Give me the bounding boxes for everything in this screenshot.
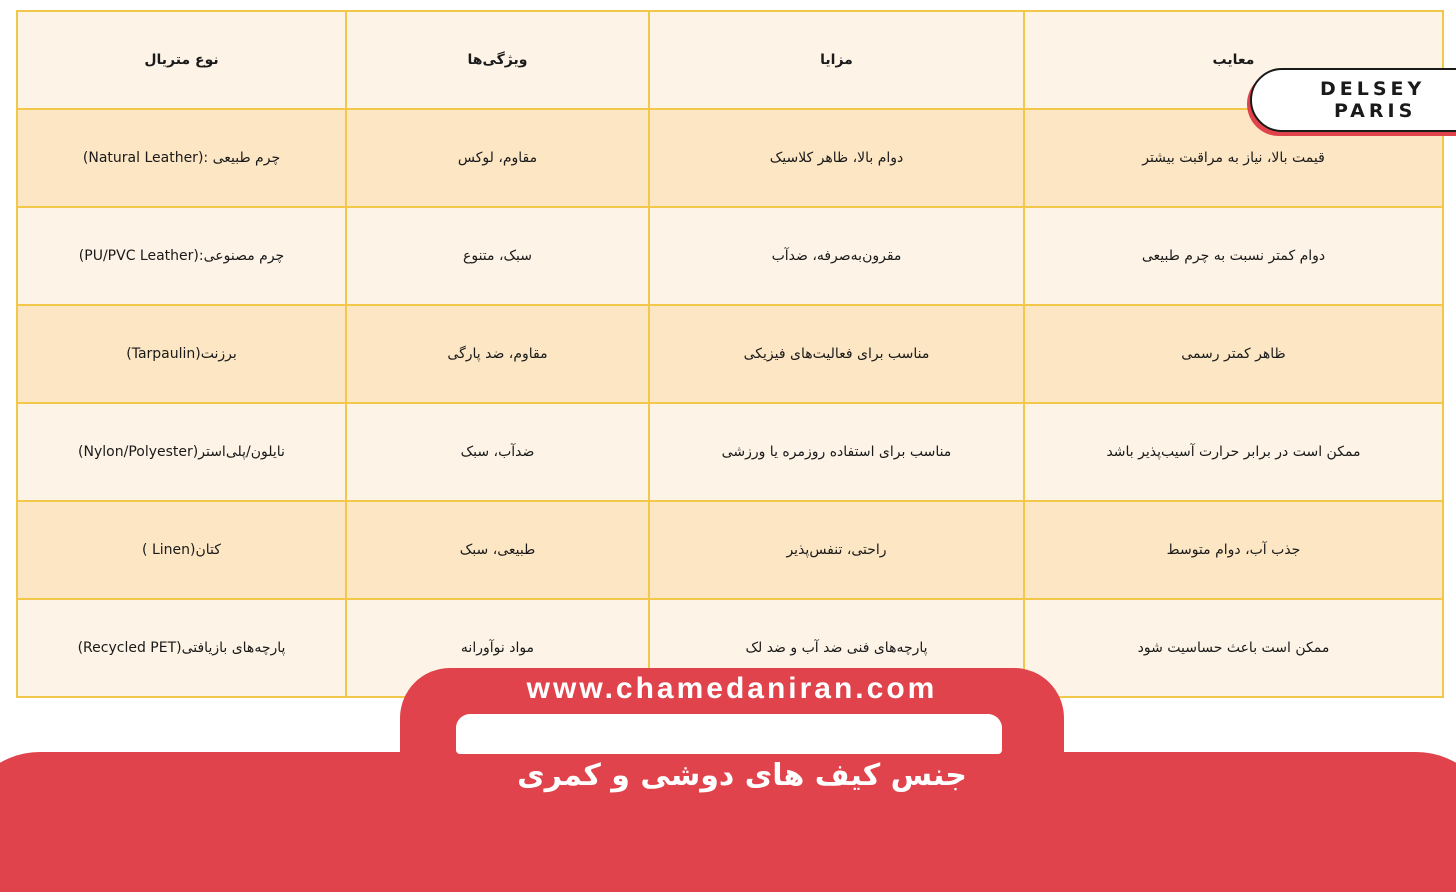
cell-features: سبک، متنوع (346, 207, 649, 305)
table-row (17, 305, 1443, 403)
brand-name: DELSEY (1320, 78, 1426, 100)
cell-material-type: چرم طبیعی :(Natural Leather) (17, 109, 346, 207)
cell-material-type: کتان(Linen ) (17, 501, 346, 599)
cell-features: مقاوم، لوکس (346, 109, 649, 207)
page-title: جنس کیف های دوشی و کمری (517, 758, 967, 793)
header-advantages: مزایا (649, 11, 1024, 109)
footer-slot-decoration (456, 714, 1002, 754)
table-row (17, 207, 1443, 305)
cell-advantages: مقرون‌به‌صرفه، ضدآب (649, 207, 1024, 305)
cell-material-type: پارچه‌های بازیافتی(Recycled PET) (17, 599, 346, 697)
cell-disadvantages: دوام کمتر نسبت به چرم طبیعی (1024, 207, 1443, 305)
cell-disadvantages: قیمت بالا، نیاز به مراقبت بیشتر (1024, 109, 1443, 207)
cell-disadvantages: ممکن است باعث حساسیت شود (1024, 599, 1443, 697)
table-row (17, 403, 1443, 501)
cell-disadvantages: ظاهر کمتر رسمی (1024, 305, 1443, 403)
brand-logo-badge (1250, 68, 1456, 132)
cell-features: ضدآب، سبک (346, 403, 649, 501)
cell-advantages: مناسب برای فعالیت‌های فیزیکی (649, 305, 1024, 403)
header-features: ویژگی‌ها (346, 11, 649, 109)
materials-table (16, 10, 1444, 698)
cell-features: طبیعی، سبک (346, 501, 649, 599)
cell-features: مواد نوآورانه (346, 599, 649, 697)
cell-disadvantages: جذب آب، دوام متوسط (1024, 501, 1443, 599)
cell-disadvantages: ممکن است در برابر حرارت آسیب‌پذیر باشد (1024, 403, 1443, 501)
brand-subname: PARIS (1334, 100, 1417, 122)
materials-table-container (16, 10, 1442, 682)
cell-material-type: برزنت(Tarpaulin) (17, 305, 346, 403)
table-row (17, 501, 1443, 599)
cell-advantages: پارچه‌های فنی ضد آب و ضد لک (649, 599, 1024, 697)
cell-advantages: دوام بالا، ظاهر کلاسیک (649, 109, 1024, 207)
header-disadvantages: معایب (1024, 11, 1443, 109)
table-row (17, 109, 1443, 207)
header-material-type: نوع متریال (17, 11, 346, 109)
table-header-row (17, 11, 1443, 109)
cell-features: مقاوم، ضد پارگی (346, 305, 649, 403)
cell-advantages: راحتی، تنفس‌پذیر (649, 501, 1024, 599)
website-url[interactable]: www.chamedaniran.com (526, 672, 938, 705)
cell-material-type: چرم مصنوعی:(PU/PVC Leather) (17, 207, 346, 305)
cell-advantages: مناسب برای استفاده روزمره یا ورزشی (649, 403, 1024, 501)
cell-material-type: نایلون/پلی‌استر(Nylon/Polyester) (17, 403, 346, 501)
